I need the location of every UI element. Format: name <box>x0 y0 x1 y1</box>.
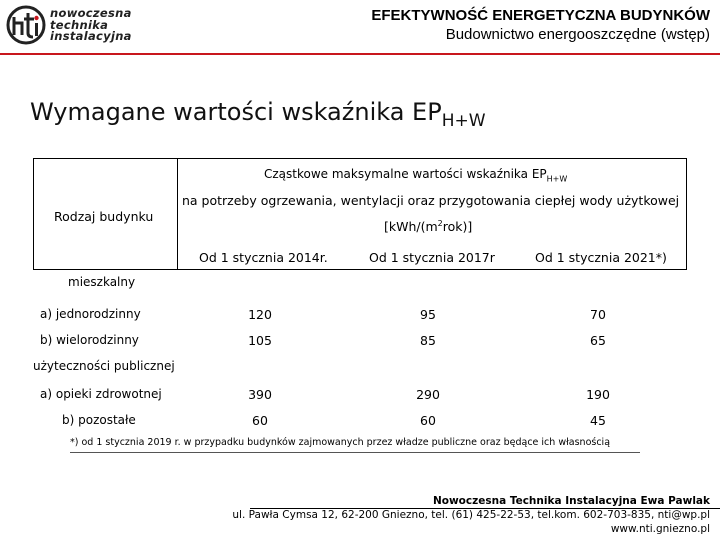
header-subtitle: Budownictwo energooszczędne (wstęp) <box>445 26 710 43</box>
footer-company: Nowoczesna Technika Instalacyjna Ewa Pawlak <box>432 495 710 507</box>
value-single-family-2014: 120 <box>248 307 272 322</box>
unit-superscript: 2 <box>437 219 443 228</box>
slide-header <box>371 6 710 45</box>
footer-address: ul. Pawła Cymsa 12, 62-200 Gniezno, tel. (61) 425-22-53, tel.kom. 602-703-835, nti@wp.pl <box>232 509 710 521</box>
value-other-2021: 45 <box>590 413 606 428</box>
footnote-underline <box>70 452 640 453</box>
value-single-family-2021: 70 <box>590 307 606 322</box>
footer-website[interactable]: www.nti.gniezno.pl <box>610 523 710 535</box>
value-multi-family-2014: 105 <box>248 333 272 348</box>
slide-title <box>30 98 486 131</box>
header-title: EFEKTYWNOŚĆ ENERGETYCZNA BUDYNKÓW <box>371 7 710 24</box>
table-divider <box>177 159 178 269</box>
value-multi-family-2021: 65 <box>590 333 606 348</box>
value-other-2017: 60 <box>420 413 436 428</box>
value-multi-family-2017: 85 <box>420 333 436 348</box>
value-single-family-2017: 95 <box>420 307 436 322</box>
unit-part-a: [kWh/(m <box>384 219 438 235</box>
column-header-2021: Od 1 stycznia 2021*) <box>535 250 667 265</box>
caption-main: Cząstkowe maksymalne wartości wskaźnika EP <box>264 167 547 181</box>
row-label-healthcare: a) opieki zdrowotnej <box>40 387 162 401</box>
value-other-2014: 60 <box>252 413 268 428</box>
table-unit <box>384 219 472 234</box>
value-healthcare-2014: 390 <box>248 387 272 402</box>
group-label-public: użyteczności publicznej <box>33 359 175 373</box>
caption-subscript: H+W <box>546 174 568 184</box>
row-header-label: Rodzaj budynku <box>54 209 154 224</box>
slide-footer <box>232 495 710 536</box>
table-caption <box>264 167 567 183</box>
logo-line-1: nowoczesna <box>50 6 132 20</box>
logo-wordmark <box>50 8 132 43</box>
row-label-single-family: a) jednorodzinny <box>40 307 141 321</box>
company-logo <box>6 5 156 47</box>
table-footnote: *) od 1 stycznia 2019 r. w przypadku budynków zajmowanych przez władze publiczne oraz będące ich własnością <box>70 437 611 448</box>
title-main: Wymagane wartości wskaźnika EP <box>30 98 442 126</box>
column-header-2017: Od 1 stycznia 2017r <box>369 250 495 265</box>
row-label-other: b) pozostałe <box>62 413 136 427</box>
logo-line-3: instalacyjna <box>50 29 132 43</box>
value-healthcare-2021: 190 <box>586 387 610 402</box>
column-header-2014: Od 1 stycznia 2014r. <box>199 250 328 265</box>
title-subscript: H+W <box>441 111 486 131</box>
table-caption-line2: na potrzeby ogrzewania, wentylacji oraz przygotowania ciepłej wody użytkowej <box>182 193 680 208</box>
row-label-multi-family: b) wielorodzinny <box>40 333 139 347</box>
table-header-box <box>33 158 687 270</box>
group-label-residential: mieszkalny <box>68 275 136 289</box>
logo-line-2: technika <box>50 17 109 32</box>
value-healthcare-2017: 290 <box>416 387 440 402</box>
nti-logo-icon <box>6 5 46 45</box>
unit-part-b: rok)] <box>442 219 473 235</box>
header-divider <box>0 53 720 55</box>
